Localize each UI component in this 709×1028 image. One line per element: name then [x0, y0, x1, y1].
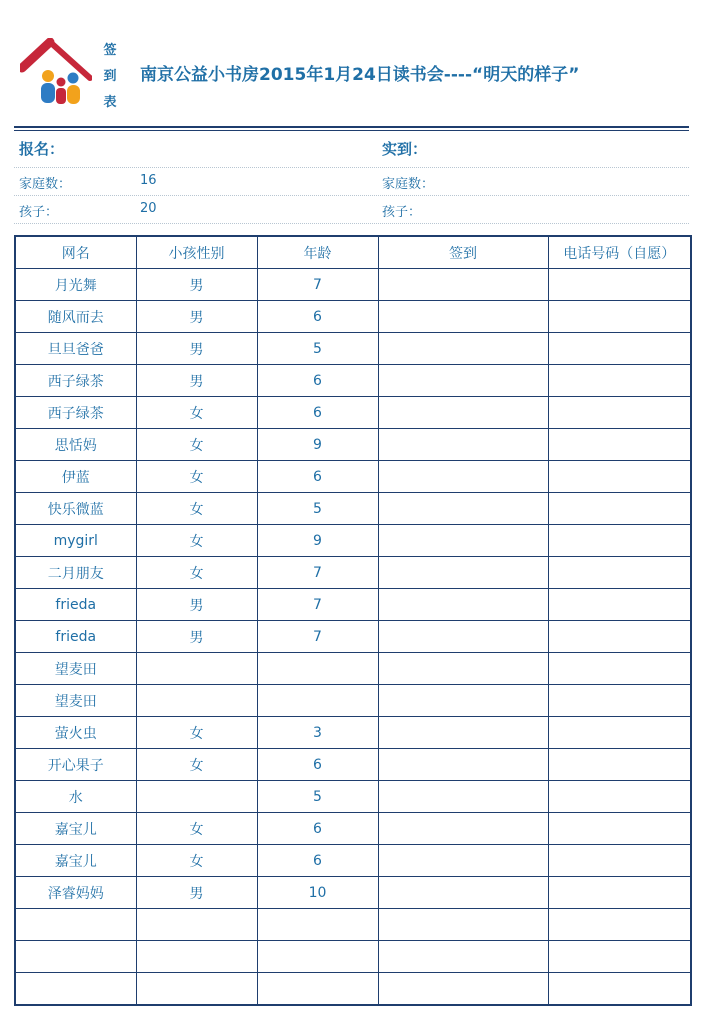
phone-cell[interactable] — [548, 717, 691, 749]
phone-cell[interactable] — [548, 685, 691, 717]
age-cell: 7 — [257, 269, 378, 301]
gender-cell: 男 — [136, 365, 257, 397]
nickname-cell: frieda — [15, 589, 136, 621]
page-title: 南京公益小书房2015年1月24日读书会----“明天的样子” — [140, 65, 580, 85]
gender-cell: 女 — [136, 717, 257, 749]
column-header: 小孩性别 — [136, 236, 257, 269]
sign-cell[interactable] — [378, 461, 548, 493]
table-header-row — [15, 236, 691, 269]
gender-cell: 男 — [136, 269, 257, 301]
age-cell: 10 — [257, 877, 378, 909]
gender-cell: 女 — [136, 557, 257, 589]
table-row — [15, 717, 691, 749]
phone-cell[interactable] — [548, 269, 691, 301]
column-header: 签到 — [378, 236, 548, 269]
nickname-cell: 思恬妈 — [15, 429, 136, 461]
attendance-summary — [14, 131, 689, 224]
age-cell: 6 — [257, 301, 378, 333]
sign-cell[interactable] — [378, 749, 548, 781]
sign-in-sheet-label: 签 到 表 — [103, 43, 117, 110]
summary-heading-row — [14, 131, 689, 168]
age-cell: 6 — [257, 365, 378, 397]
table-row — [15, 749, 691, 781]
nickname-cell — [15, 941, 136, 973]
table-row — [15, 525, 691, 557]
sign-cell[interactable] — [378, 557, 548, 589]
table-row — [15, 621, 691, 653]
sign-cell[interactable] — [378, 269, 548, 301]
gender-cell: 女 — [136, 845, 257, 877]
gender-cell: 女 — [136, 813, 257, 845]
nickname-cell: 随风而去 — [15, 301, 136, 333]
column-header: 网名 — [15, 236, 136, 269]
phone-cell[interactable] — [548, 365, 691, 397]
summary-families-row — [14, 168, 689, 196]
phone-cell[interactable] — [548, 909, 691, 941]
gender-cell — [136, 653, 257, 685]
gender-cell — [136, 685, 257, 717]
nickname-cell: 嘉宝儿 — [15, 813, 136, 845]
age-cell: 7 — [257, 621, 378, 653]
gender-cell: 男 — [136, 877, 257, 909]
sign-cell[interactable] — [378, 813, 548, 845]
phone-cell[interactable] — [548, 621, 691, 653]
signup-children-value: 20 — [140, 201, 157, 216]
gender-cell: 女 — [136, 397, 257, 429]
phone-cell[interactable] — [548, 813, 691, 845]
age-cell: 6 — [257, 813, 378, 845]
age-cell — [257, 973, 378, 1006]
gender-cell — [136, 941, 257, 973]
nickname-cell — [15, 909, 136, 941]
nickname-cell: 月光舞 — [15, 269, 136, 301]
phone-cell[interactable] — [548, 941, 691, 973]
sign-cell[interactable] — [378, 333, 548, 365]
nickname-cell: 旦旦爸爸 — [15, 333, 136, 365]
phone-cell[interactable] — [548, 493, 691, 525]
nickname-cell: 二月朋友 — [15, 557, 136, 589]
age-cell: 9 — [257, 429, 378, 461]
age-cell — [257, 909, 378, 941]
nickname-cell: 望麦田 — [15, 653, 136, 685]
age-cell — [257, 685, 378, 717]
phone-cell[interactable] — [548, 653, 691, 685]
sign-cell[interactable] — [378, 365, 548, 397]
sign-cell[interactable] — [378, 397, 548, 429]
actual-children-label: 孩子： — [382, 205, 422, 220]
nickname-cell: 快乐微蓝 — [15, 493, 136, 525]
table-row — [15, 909, 691, 941]
sign-cell[interactable] — [378, 717, 548, 749]
age-cell: 6 — [257, 397, 378, 429]
sign-cell[interactable] — [378, 781, 548, 813]
gender-cell: 男 — [136, 589, 257, 621]
table-row — [15, 941, 691, 973]
signup-children-label: 孩子： — [19, 205, 59, 220]
table-row — [15, 301, 691, 333]
table-row — [15, 845, 691, 877]
sign-cell[interactable] — [378, 909, 548, 941]
family-house-logo-icon — [20, 38, 92, 110]
age-cell: 6 — [257, 845, 378, 877]
table-row — [15, 685, 691, 717]
phone-cell[interactable] — [548, 461, 691, 493]
phone-cell[interactable] — [548, 301, 691, 333]
nickname-cell: mygirl — [15, 525, 136, 557]
sign-cell[interactable] — [378, 653, 548, 685]
gender-cell: 女 — [136, 493, 257, 525]
age-cell: 6 — [257, 461, 378, 493]
gender-cell — [136, 909, 257, 941]
actual-families-label: 家庭数： — [382, 177, 435, 192]
signup-label: 报名： — [19, 140, 65, 158]
age-cell — [257, 653, 378, 685]
gender-cell: 女 — [136, 749, 257, 781]
column-header: 电话号码（自愿） — [548, 236, 691, 269]
sign-cell[interactable] — [378, 941, 548, 973]
phone-cell[interactable] — [548, 525, 691, 557]
age-cell — [257, 941, 378, 973]
nickname-cell: 西子绿茶 — [15, 397, 136, 429]
age-cell: 5 — [257, 333, 378, 365]
gender-cell: 男 — [136, 621, 257, 653]
phone-cell[interactable] — [548, 397, 691, 429]
table-row — [15, 653, 691, 685]
table-row — [15, 589, 691, 621]
phone-cell[interactable] — [548, 429, 691, 461]
header-divider — [14, 126, 689, 128]
table-row — [15, 493, 691, 525]
sign-cell[interactable] — [378, 621, 548, 653]
nickname-cell: 开心果子 — [15, 749, 136, 781]
phone-cell[interactable] — [548, 333, 691, 365]
nickname-cell: 萤火虫 — [15, 717, 136, 749]
sign-cell[interactable] — [378, 877, 548, 909]
nickname-cell: 伊蓝 — [15, 461, 136, 493]
gender-cell — [136, 781, 257, 813]
nickname-cell: 嘉宝儿 — [15, 845, 136, 877]
table-row — [15, 429, 691, 461]
table-row — [15, 333, 691, 365]
nickname-cell: frieda — [15, 621, 136, 653]
header — [0, 0, 709, 128]
sign-in-table — [14, 235, 692, 1006]
gender-cell — [136, 973, 257, 1006]
nickname-cell: 望麦田 — [15, 685, 136, 717]
phone-cell[interactable] — [548, 589, 691, 621]
nickname-cell: 西子绿茶 — [15, 365, 136, 397]
nickname-cell: 水 — [15, 781, 136, 813]
age-cell: 5 — [257, 493, 378, 525]
phone-cell[interactable] — [548, 877, 691, 909]
sign-cell[interactable] — [378, 845, 548, 877]
table-row — [15, 269, 691, 301]
phone-cell[interactable] — [548, 557, 691, 589]
sign-cell[interactable] — [378, 301, 548, 333]
table-row — [15, 813, 691, 845]
phone-cell[interactable] — [548, 973, 691, 1006]
nickname-cell: 泽睿妈妈 — [15, 877, 136, 909]
age-cell: 6 — [257, 749, 378, 781]
gender-cell: 女 — [136, 525, 257, 557]
gender-cell: 女 — [136, 429, 257, 461]
phone-cell[interactable] — [548, 749, 691, 781]
signup-families-value: 16 — [140, 173, 157, 188]
sign-cell[interactable] — [378, 429, 548, 461]
sign-cell[interactable] — [378, 589, 548, 621]
table-row — [15, 365, 691, 397]
age-cell: 9 — [257, 525, 378, 557]
nickname-cell — [15, 973, 136, 1006]
gender-cell: 女 — [136, 461, 257, 493]
table-row — [15, 397, 691, 429]
table-row — [15, 461, 691, 493]
column-header: 年龄 — [257, 236, 378, 269]
gender-cell: 男 — [136, 301, 257, 333]
sign-cell[interactable] — [378, 493, 548, 525]
age-cell: 3 — [257, 717, 378, 749]
table-row — [15, 557, 691, 589]
sign-cell[interactable] — [378, 685, 548, 717]
table-row — [15, 877, 691, 909]
age-cell: 7 — [257, 589, 378, 621]
sign-cell[interactable] — [378, 525, 548, 557]
gender-cell: 男 — [136, 333, 257, 365]
phone-cell[interactable] — [548, 845, 691, 877]
actual-label: 实到： — [382, 140, 428, 158]
summary-children-row — [14, 196, 689, 224]
table-row — [15, 781, 691, 813]
sign-cell[interactable] — [378, 973, 548, 1006]
age-cell: 7 — [257, 557, 378, 589]
age-cell: 5 — [257, 781, 378, 813]
signup-families-label: 家庭数： — [19, 177, 72, 192]
table-body — [15, 269, 691, 1006]
table-row — [15, 973, 691, 1006]
phone-cell[interactable] — [548, 781, 691, 813]
